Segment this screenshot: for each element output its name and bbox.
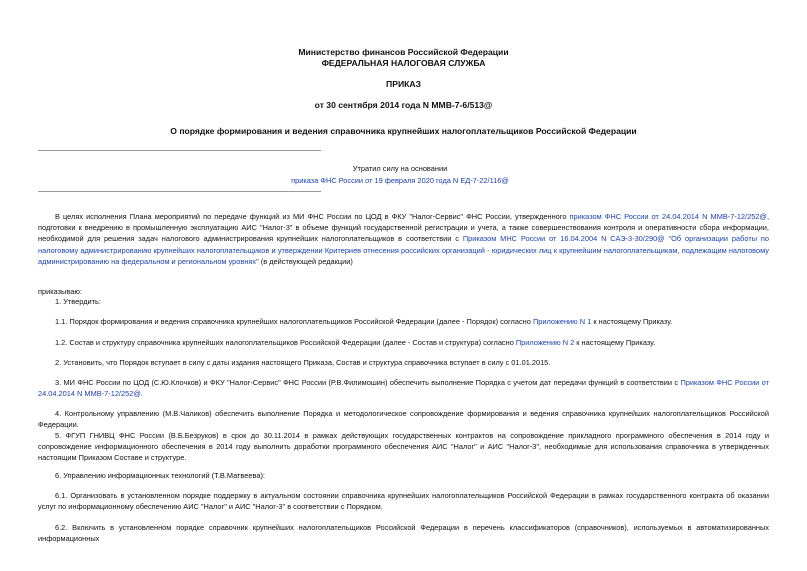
document-date-number: от 30 сентября 2014 года N ММВ-7-6/513@ xyxy=(314,100,493,110)
document-title: О порядке формирования и ведения справочника крупнейших налогоплательщиков Российской Федерации xyxy=(170,126,637,136)
item-6-2: 6.2. Включить в установленном порядке справочник крупнейших налогоплательщиков Российской Федерации в перечень классификаторов (справочников), используемых в автоматизированных информационных xyxy=(38,523,769,544)
item-2: 2. Установить, что Порядок вступает в силу с даты издания настоящего Приказа, Состав и структура справочника вступает в силу с 01.01.2015. xyxy=(55,358,551,367)
appendix-2-link[interactable]: Приложению N 2 xyxy=(515,338,575,347)
order-link-252[interactable]: приказом ФНС России от 24.04.2014 N ММВ-7-12/252@ xyxy=(569,212,767,221)
item-5: 5. ФГУП ГНИВЦ ФНС России (В.Б.Безруков) в срок до 30.11.2014 в рамках действующих государственных контрактов на сопровождение прикладного программного обеспечения в 2014 году и сопровождение информационного обеспечения в 2014 году выполнить доработки программного обеспечения АИС "Налог" и АИС "Налог-3", необходимые для использования справочника в утвержденных настоящим Приказом Составе и структуре. xyxy=(38,431,769,463)
item-3: 3. МИ ФНС России по ЦОД (С.Ю.Клочков) и ФКУ "Налог-Сервис" ФНС России (Р.В.Филимошин) обеспечить выполнение Порядка с учетом дат передачи функций в соответствии с Приказом ФНС России от 24.04.2014 N ММВ-7-12/252@. xyxy=(38,378,769,399)
appendix-1-link[interactable]: Приложению N 1 xyxy=(532,317,592,326)
item-1-1: 1.1. Порядок формирования и ведения справочника крупнейших налогоплательщиков Российской Федерации (далее - Порядок) согласно Приложению N 1 к настоящему Приказу. xyxy=(55,317,673,326)
item-6-1: 6.1. Организовать в установленном порядке поддержку в актуальном состоянии справочника крупнейших налогоплательщиков Российской Федерации в рамках государственного контракта об оказании услуг по информационному обеспечению АИС "Налог" и АИС "Налог-3" в соответствии с Порядком. xyxy=(38,491,769,512)
preamble-paragraph: В целях исполнения Плана мероприятий по передаче функций из МИ ФНС России по ЦОД в ФКУ "Налог-Сервис" ФНС России, утвержденного приказом ФНС России от 24.04.2014 N ММВ-7-12/252@, подготовки к внедрению в промышленную эксплуатацию АИС "Налог-3" в объеме функций государственной регистрации и учета, а также совершенствования контроля и оперативности сбора информации, необходимой для решения задач налогового администрирования крупнейших налогоплательщиков в соответствии с Приказом МНС России от 16.04.2004 N САЭ-3-30/290@ "Об организации работы по налоговому администрированию крупнейших налогоплательщиков и утверждении Критериев отнесения российских организаций - юридических лиц к крупнейшим налогоплательщикам, подлежащим налоговому администрированию на федеральном и региональном уровнях" (в действующей редакции) xyxy=(38,212,769,266)
lost-force-note: Утратил силу на основании xyxy=(352,164,448,173)
lost-force-link-text[interactable]: приказа ФНС России от 19 февраля 2020 года N ЕД-7-22/116@ xyxy=(291,176,509,185)
bottom-separator xyxy=(38,191,321,192)
lost-force-link[interactable] xyxy=(200,175,600,187)
item-1-2: 1.2. Состав и структуру справочника крупнейших налогоплательщиков Российской Федерации (далее - Состав и структура) согласно Приложению N 2 к настоящему Приказу. xyxy=(55,338,656,347)
order-word: приказываю: xyxy=(38,287,82,296)
service-name: ФЕДЕРАЛЬНАЯ НАЛОГОВАЯ СЛУЖБА xyxy=(321,58,486,68)
item-4: 4. Контрольному управлению (М.В.Чаликов) обеспечить выполнение Порядка и методологическое сопровождение формирования и ведения справочника крупнейших налогоплательщиков Российской Федерации. xyxy=(38,409,769,430)
order-link-252-item3[interactable]: Приказом ФНС России от 24.04.2014 N ММВ-7-12/252@ xyxy=(38,378,769,399)
ministry-name: Министерство финансов Российской Федерации xyxy=(298,47,509,57)
top-separator xyxy=(38,150,321,151)
item-6: 6. Управлению информационных технологий (Т.В.Матвеева): xyxy=(55,471,265,480)
item-1: 1. Утвердить: xyxy=(55,297,101,306)
order-link-290[interactable]: Приказом МНС России от 16.04.2004 N САЭ-3-30/290@ "Об организации работы по налоговому администрированию крупнейших налогоплательщиков и утверждении Критериев отнесения российских организаций - юридических лиц к крупнейшим налогоплательщикам, подлежащим налоговому администрированию на федеральном и региональном уровнях" xyxy=(38,234,769,266)
document-type: ПРИКАЗ xyxy=(386,79,421,89)
